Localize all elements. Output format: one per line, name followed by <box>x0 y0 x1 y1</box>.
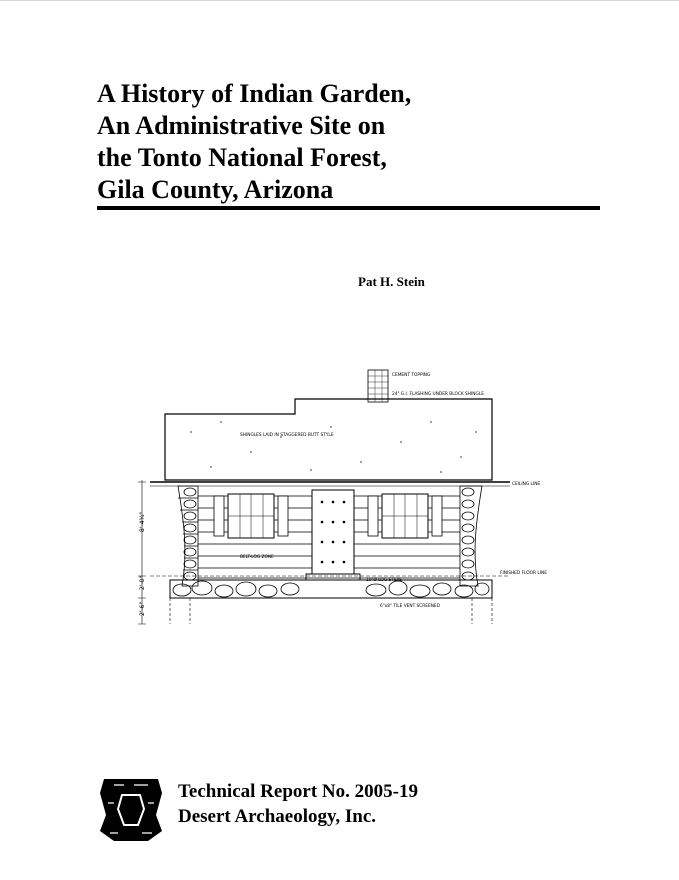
note-tile-vent: 6"x8" TILE VENT SCREENED <box>380 604 440 609</box>
cabin-elevation-drawing <box>130 362 580 632</box>
note-cement-topping: CEMENT TOPPING <box>392 373 431 378</box>
title-line: An Administrative Site on <box>97 111 386 140</box>
dimension-floor-height: 2'-0" <box>139 575 146 590</box>
author-name: Pat H. Stein <box>358 274 425 289</box>
note-finished-floor-line: FINISHED FLOOR LINE <box>500 571 547 576</box>
note-ceiling-line: CEILING LINE <box>512 482 541 487</box>
note-log-steps: 10"Ø LOG STEPS <box>366 578 402 583</box>
title-line: Gila County, Arizona <box>97 175 334 204</box>
note-roofing: 24" G.I. FLASHING UNDER BLOCK SHINGLE <box>392 392 484 397</box>
report-number: Technical Report No. 2005-19 <box>178 781 418 802</box>
publisher-name: Desert Archaeology, Inc. <box>178 806 377 827</box>
title-underline-rule <box>97 206 600 210</box>
desert-archaeology-logo <box>96 775 166 845</box>
note-shingles: SHINGLES LAID IN STAGGERED BUTT STYLE <box>240 433 334 438</box>
dimension-footing: 2'-6" <box>139 601 146 616</box>
note-belt-log: BELT-LOG ZONE <box>240 555 274 560</box>
dimension-wall-height: 8'-4¾" <box>139 511 146 532</box>
title-line: the Tonto National Forest, <box>97 143 387 172</box>
report-title <box>97 78 617 206</box>
title-line: A History of Indian Garden, <box>97 79 412 108</box>
page-top-border <box>0 0 679 1</box>
